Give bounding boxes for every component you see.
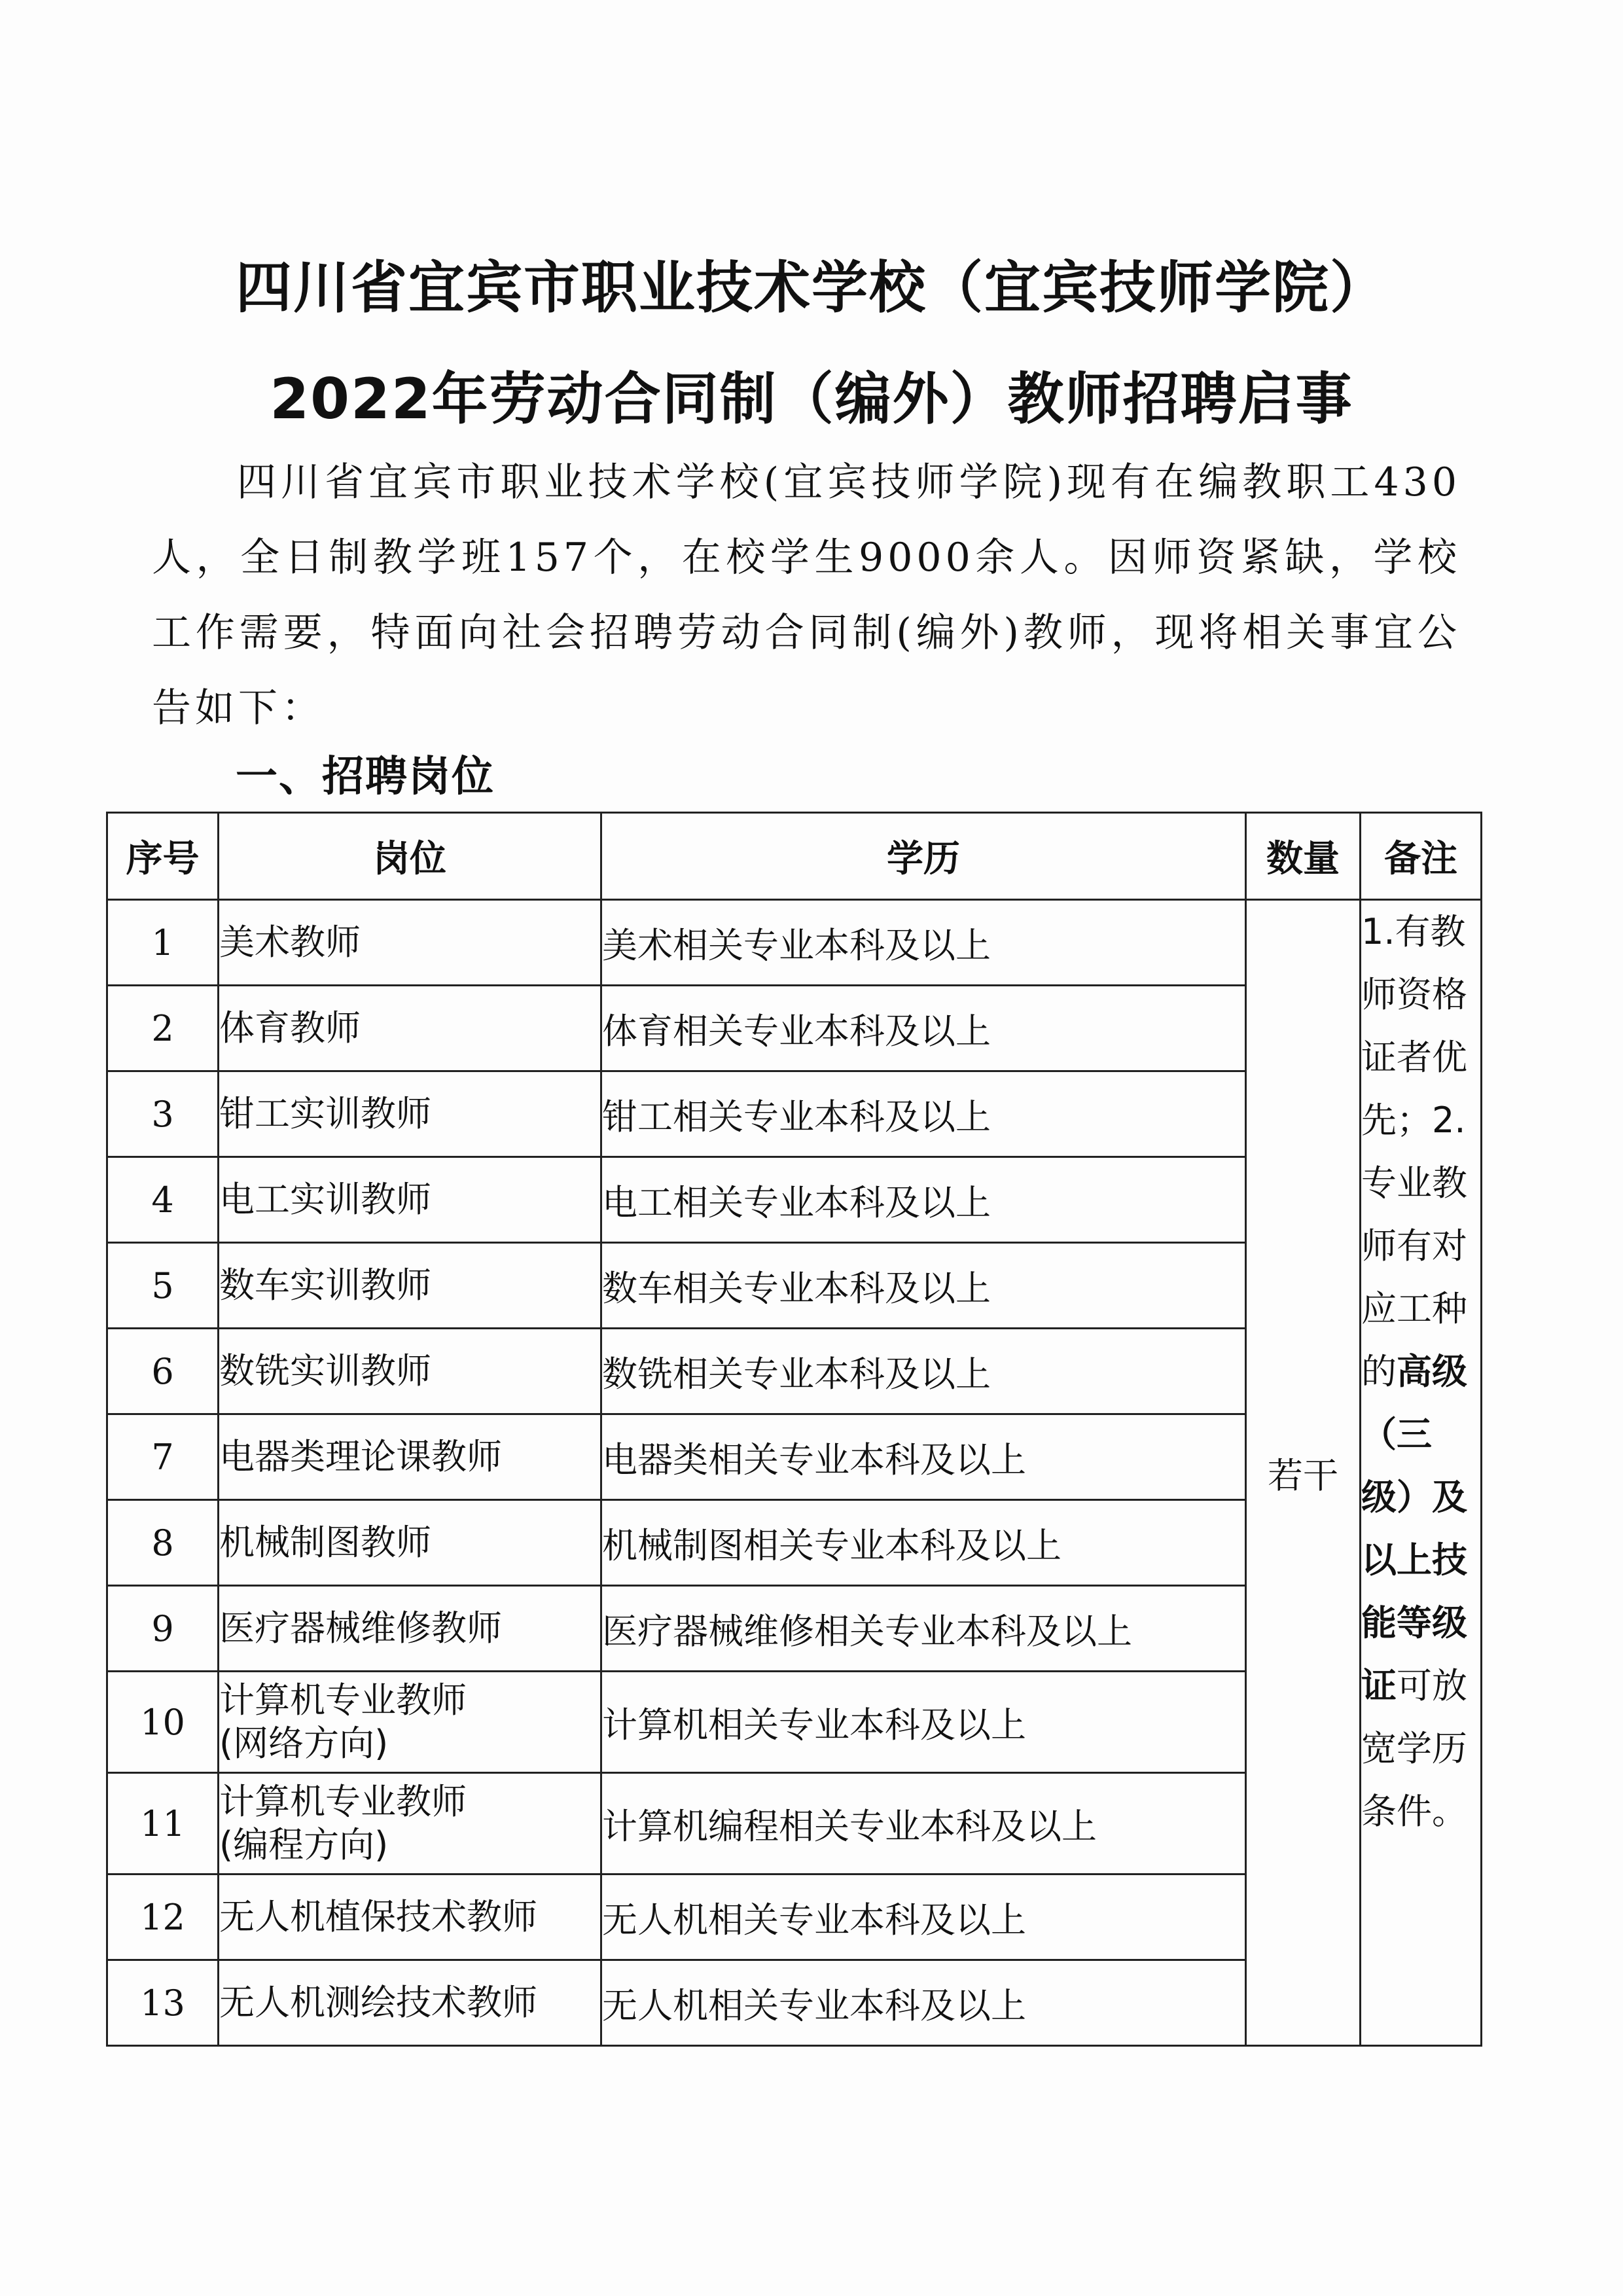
note-part3: 可放宽学历条件。 (1361, 1665, 1467, 1832)
row-post-line1: 计算机专业教师 (219, 1781, 467, 1822)
row-no: 11 (107, 1773, 219, 1874)
row-post: 无人机植保技术教师 (219, 1874, 601, 1960)
row-post (219, 1773, 601, 1874)
header-post: 岗位 (219, 813, 601, 900)
table-row (107, 900, 1482, 986)
row-post: 体育教师 (219, 986, 601, 1071)
row-education: 电工相关专业本科及以上 (601, 1157, 1246, 1243)
row-education: 无人机相关专业本科及以上 (601, 1874, 1246, 1960)
row-post-line2: (编程方向) (219, 1824, 389, 1865)
row-post: 电工实训教师 (219, 1157, 601, 1243)
document-title-line1: 四川省宜宾市职业技术学校（宜宾技师学院） (236, 255, 1387, 321)
row-education: 医疗器械维修相关专业本科及以上 (601, 1586, 1246, 1672)
note-part1: 1.有教师资格证者优先；2.专业教师有对应工种的 (1361, 911, 1467, 1392)
row-post: 电器类理论课教师 (219, 1414, 601, 1500)
header-education: 学历 (601, 813, 1246, 900)
header-no: 序号 (107, 813, 219, 900)
row-post: 数车实训教师 (219, 1243, 601, 1329)
row-no: 3 (107, 1071, 219, 1157)
row-education: 机械制图相关专业本科及以上 (601, 1500, 1246, 1586)
row-no: 6 (107, 1329, 219, 1414)
intro-paragraph: 四川省宜宾市职业技术学校(宜宾技师学院)现有在编教职工430人，全日制教学班157个，在校学生9000余人。因师资紧缺，学校工作需要，特面向社会招聘劳动合同制(编外)教师，现将相关事宜公告如下： (152, 459, 1461, 731)
row-post-line2: (网络方向) (219, 1723, 389, 1764)
row-no: 8 (107, 1500, 219, 1586)
row-post: 美术教师 (219, 900, 601, 986)
row-no: 1 (107, 900, 219, 986)
row-education: 计算机相关专业本科及以上 (601, 1672, 1246, 1773)
row-no: 13 (107, 1960, 219, 2046)
row-no: 12 (107, 1874, 219, 1960)
row-education: 数铣相关专业本科及以上 (601, 1329, 1246, 1414)
row-no: 7 (107, 1414, 219, 1500)
row-post (219, 1672, 601, 1773)
row-no: 4 (107, 1157, 219, 1243)
row-post: 机械制图教师 (219, 1500, 601, 1586)
row-post: 医疗器械维修教师 (219, 1586, 601, 1672)
note-cell (1361, 900, 1482, 2046)
row-no: 2 (107, 986, 219, 1071)
recruitment-table (106, 812, 1482, 2047)
row-no: 9 (107, 1586, 219, 1672)
document-title-line2: 2022年劳动合同制（编外）教师招聘启事 (270, 367, 1353, 432)
header-quantity: 数量 (1246, 813, 1361, 900)
row-education: 电器类相关专业本科及以上 (601, 1414, 1246, 1500)
row-no: 10 (107, 1672, 219, 1773)
header-note: 备注 (1361, 813, 1482, 900)
row-education: 计算机编程相关专业本科及以上 (601, 1773, 1246, 1874)
row-post: 无人机测绘技术教师 (219, 1960, 601, 2046)
row-post: 数铣实训教师 (219, 1329, 601, 1414)
section-heading-positions: 一、招聘岗位 (236, 753, 495, 801)
note-part2-bold: 高级（三级）及以上技能等级证 (1361, 1351, 1467, 1706)
quantity-cell: 若干 (1246, 900, 1361, 2046)
row-education: 无人机相关专业本科及以上 (601, 1960, 1246, 2046)
row-education: 钳工相关专业本科及以上 (601, 1071, 1246, 1157)
row-post: 钳工实训教师 (219, 1071, 601, 1157)
row-no: 5 (107, 1243, 219, 1329)
row-education: 体育相关专业本科及以上 (601, 986, 1246, 1071)
row-education: 美术相关专业本科及以上 (601, 900, 1246, 986)
row-post-line1: 计算机专业教师 (219, 1679, 467, 1721)
row-education: 数车相关专业本科及以上 (601, 1243, 1246, 1329)
